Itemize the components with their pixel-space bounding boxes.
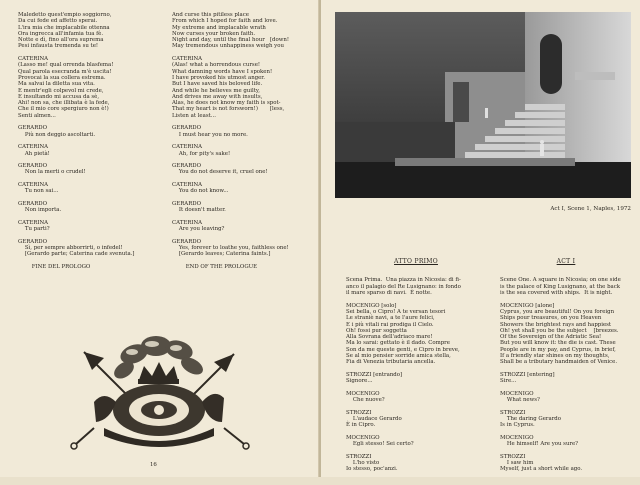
libretto-line: il mare sparso di navi. È notte. xyxy=(346,290,432,297)
libretto-line: Scena Prima. Una piazza in Nicosia: di fi- xyxy=(346,277,461,284)
libretto-line: is the palace of King Lusignano, at the back xyxy=(500,283,621,290)
libretto-line: Ma lo sarai: gettato è il dado. Compre xyxy=(346,340,450,347)
libretto-line: But I have saved his beloved life. xyxy=(172,81,263,88)
libretto-line: Signore... xyxy=(346,378,373,385)
libretto-line: MOCENIGO xyxy=(346,434,380,441)
libretto-line: anco il palagio del Re Lusignano: in fondo xyxy=(346,283,461,290)
libretto-line: Of the Sovereign of the Adriatic Sea! xyxy=(500,334,602,341)
libretto-line: Da cui fede ed affetto sperai. xyxy=(18,18,98,25)
left-page xyxy=(0,0,319,477)
libretto-line: Notte e dì, fino all'ora suprema xyxy=(18,37,104,44)
libretto-line: FINE DEL PROLOGO xyxy=(18,263,91,270)
libretto-line: STROZZI [entrando] xyxy=(346,371,403,378)
libretto-line: E mentr'egli colpevol mi crede, xyxy=(18,87,104,94)
libretto-line: Shall be a tributary handmaiden of Venice. xyxy=(500,359,618,366)
libretto-line: MOCENIGO xyxy=(500,434,534,441)
libretto-line: Le straniè navi, a te l'aure felici, xyxy=(346,315,435,322)
libretto-line: GERARDO xyxy=(18,125,47,132)
libretto-line: MOCENIGO xyxy=(346,390,380,397)
libretto-line: L'ira mia che implacabile ottenna xyxy=(18,24,110,31)
libretto-line: Tu non sai... xyxy=(18,188,59,195)
libretto-line: CATERINA xyxy=(172,182,203,189)
libretto-line: Night and day, until the final hour [down! xyxy=(172,37,290,44)
libretto-line: [Gerardo leaves; Caterina faints.] xyxy=(172,251,271,258)
libretto-line: (Lasso me! qual orrenda blasfema! xyxy=(18,62,114,69)
libretto-line: Che il mio core spergiuro non è!) xyxy=(18,106,109,113)
libretto-line: And while he believes me guilty, xyxy=(172,87,260,94)
libretto-line: You do not deserve it, cruel one! xyxy=(172,169,268,176)
libretto-line: [Gerardo parte; Caterina cade svenuta.] xyxy=(18,251,135,258)
libretto-line: GERARDO xyxy=(172,163,201,170)
libretto-line: And drives me away with insults, xyxy=(172,93,263,100)
libretto-line: People are in my pay, and Cyprus, in brief, xyxy=(500,346,616,353)
libretto-line: GERARDO xyxy=(172,200,201,207)
libretto-line: STROZZI [entering] xyxy=(500,371,555,378)
libretto-line: CATERINA xyxy=(172,219,203,226)
libretto-line: May tremendous unhappiness weigh you xyxy=(172,43,284,50)
libretto-line: I have provoked his utmost anger. xyxy=(172,74,266,81)
libretto-line: STROZZI xyxy=(500,409,526,416)
libretto-line: Pesi infausta tremenda su te! xyxy=(18,43,99,50)
libretto-line: And curse this pitiless place xyxy=(172,12,249,18)
libretto-line: Scene One. A square in Nicosia; on one side xyxy=(500,277,621,284)
libretto-line: Ships pour treasures, on you Heaven xyxy=(500,315,602,322)
libretto-line: STROZZI xyxy=(346,409,372,416)
libretto-line: It doesn't matter. xyxy=(172,207,226,214)
libretto-line: GERARDO xyxy=(172,125,201,132)
libretto-line: GERARDO xyxy=(18,238,47,245)
libretto-line: You do not know... xyxy=(172,188,229,195)
libretto-line: I saw him xyxy=(500,460,534,467)
libretto-line: CATERINA xyxy=(18,219,49,226)
libretto-line: L'audace Gerardo xyxy=(346,416,402,423)
libretto-line: What news? xyxy=(500,397,540,404)
libretto-line: È in Cipro. xyxy=(346,422,376,429)
libretto-line: Fia di Venezia tributaria ancella. xyxy=(346,359,436,366)
libretto-line: E insultando mi accusa da sè, xyxy=(18,93,100,100)
english-act-heading: ACT I xyxy=(556,257,576,265)
libretto-line: GERARDO xyxy=(172,238,201,245)
libretto-line: Myself, just a short while ago. xyxy=(500,466,583,473)
libretto-line: If a friendly star shines on my thoughts, xyxy=(500,353,610,360)
stage-set-photograph xyxy=(335,12,631,198)
libretto-line: Ahi! non sa, che illibata è la fede, xyxy=(18,100,110,107)
libretto-line: Io stesso, poc'anzi. xyxy=(346,466,398,473)
libretto-line: That my heart is not forsworn!) [less, xyxy=(172,106,285,113)
photo-caption: Act I, Scene 1, Naples, 1972 xyxy=(550,206,631,212)
libretto-line: Tu parti? xyxy=(18,226,50,233)
libretto-line: Che nuove? xyxy=(346,397,385,404)
heraldic-emblem-illustration xyxy=(64,332,254,458)
libretto-line: Son da me queste genti, e Cipro in breve, xyxy=(346,346,460,353)
heraldic-emblem-drawing xyxy=(64,332,254,458)
italian-act-heading: ATTO PRIMO xyxy=(394,257,438,265)
libretto-line: (Alas! what a horrendous curse! xyxy=(172,62,261,69)
libretto-line: Ma salvai la diletta sua vita. xyxy=(18,81,95,88)
libretto-line: Sì, per sempre abborrirti, o infedel! xyxy=(18,244,123,251)
libretto-line: Alla Sovrana dell'adriaco mare! xyxy=(346,334,433,341)
english-act-column xyxy=(500,246,632,485)
libretto-line: Sei bella, o Cipro! A te versan tesori xyxy=(346,308,446,315)
libretto-line: MOCENIGO [solo] xyxy=(346,302,397,309)
libretto-line: Provocai la sua collera estrema. xyxy=(18,74,106,81)
libretto-line: E i più vitali rai prodiga il Cielo. xyxy=(346,321,434,328)
italian-act-column xyxy=(346,246,486,485)
libretto-line: What damning words have I spoken! xyxy=(172,68,273,75)
libretto-line: Più non deggio ascoltarti. xyxy=(18,131,96,138)
libretto-line: GERARDO xyxy=(18,163,47,170)
libretto-line: Ah, for pity's sake! xyxy=(172,150,231,157)
libretto-line: I must hear you no more. xyxy=(172,131,248,138)
libretto-line: MOCENIGO [alone] xyxy=(500,302,555,309)
page-number: 16 xyxy=(150,462,157,468)
libretto-line: Is in Cyprus. xyxy=(500,422,535,429)
libretto-line: L'ho visto xyxy=(346,460,380,467)
libretto-line: Qual parola esecranda m'è uscita! xyxy=(18,68,112,75)
libretto-line: But you will know it: the die is cast. These xyxy=(500,340,616,347)
libretto-line: Yes, forever to loathe you, faithless one! xyxy=(172,244,289,251)
libretto-line: STROZZI xyxy=(346,453,372,460)
libretto-line: Non importa. xyxy=(18,207,62,214)
libretto-line: Egli stesso! Sei certo? xyxy=(346,441,414,448)
libretto-line: Cyprus, you are beautiful! On you foreign xyxy=(500,308,615,315)
libretto-line: CATERINA xyxy=(18,144,49,151)
libretto-line: Ora ingrecca all'infamia tua fè. xyxy=(18,30,104,37)
stage-photo xyxy=(335,12,631,198)
libretto-line: GERARDO xyxy=(18,200,47,207)
libretto-line: Listen at least... xyxy=(172,112,216,119)
libretto-line: Now curses your broken faith. xyxy=(172,30,256,37)
libretto-line: The daring Gerardo xyxy=(500,416,561,423)
libretto-line: CATERINA xyxy=(18,56,49,63)
libretto-line: Non la merti o crudel! xyxy=(18,169,86,176)
libretto-line: Are you leaving? xyxy=(172,226,225,233)
libretto-line: From which I hoped for faith and love. xyxy=(172,18,278,25)
italian-libretto-column xyxy=(18,12,160,270)
libretto-line: STROZZI xyxy=(500,453,526,460)
libretto-line: Ah pietà! xyxy=(18,150,50,157)
libretto-line: Senti almen... xyxy=(18,112,56,119)
libretto-line: Se al mio pensier sorride amica stella, xyxy=(346,353,451,360)
libretto-line: Oh! fossi pur soggetta xyxy=(346,327,407,334)
libretto-line: Alas, he does not know my faith is spot- xyxy=(172,100,281,107)
libretto-line: Sire... xyxy=(500,378,517,385)
libretto-line: MOCENIGO xyxy=(500,390,534,397)
libretto-line: My extreme and implacable wrath xyxy=(172,24,266,31)
english-libretto-column xyxy=(172,12,314,270)
libretto-line: Showers the brightest rays and happiest xyxy=(500,321,612,328)
libretto-line: END OF THE PROLOGUE xyxy=(172,263,258,270)
libretto-line: He himself! Are you sure? xyxy=(500,441,579,448)
libretto-line: is the sea covered with ships. It is night. xyxy=(500,290,613,297)
libretto-line: Oh! yet shall you be the subject [breezes. xyxy=(500,327,619,334)
libretto-line: CATERINA xyxy=(172,56,203,63)
libretto-line: CATERINA xyxy=(18,182,49,189)
libretto-line: Maledetto quest'empio soggiorno, xyxy=(18,12,112,18)
libretto-line: CATERINA xyxy=(172,144,203,151)
